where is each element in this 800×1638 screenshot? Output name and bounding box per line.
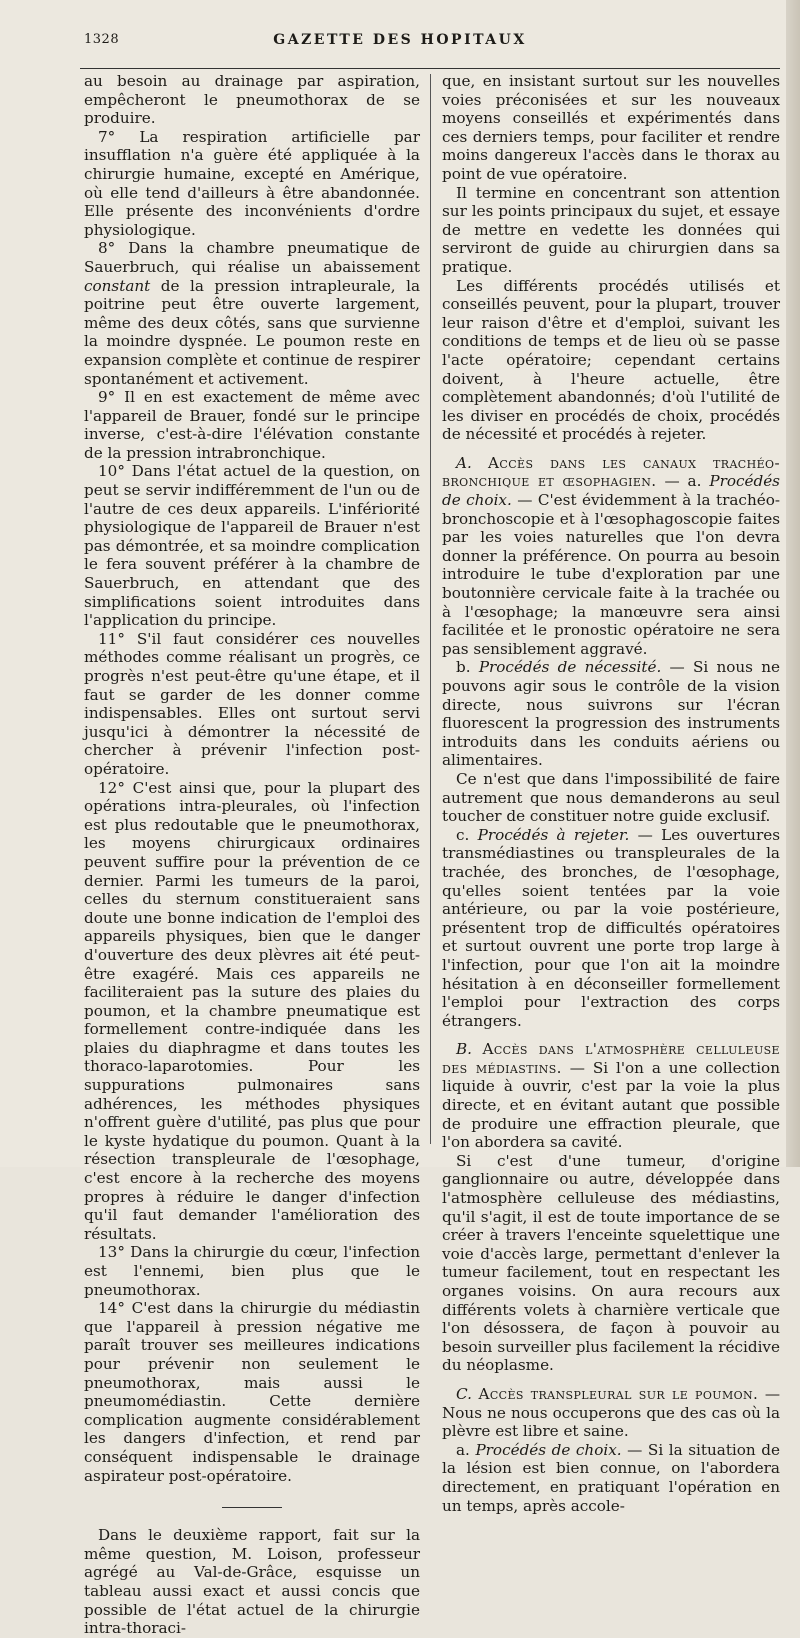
conclusion-9: 9° Il en est exactement de même avec l'appareil de Brauer, fondé sur le principe inverse, c'est-à-dire l'élévation constante de la pression intrabronchique. — [84, 388, 420, 462]
header-rule — [80, 68, 780, 69]
conclusion-11: 11° S'il faut considérer ces nouvelles méthodes comme réalisant un progrès, ce progrès n'est peut-être qu'une étape, et il faut se garder de les donner comme indispensables. Elles ont surtout servi jusqu'ici à démontrer la nécessité de chercher à prévenir l'infection post-opératoire. — [84, 629, 420, 778]
paragraph: Si c'est d'une tumeur, d'origine ganglionnaire ou autre, développée dans l'atmosphère celluleuse des médiastins, qu'il s'agit, il est de toute importance de se créer à travers l'enceinte squelettique une voie d'accès large, permettant d'enlever la tumeur facilement, tout en respectant les organes voisins. On aura recours aux différents volets à charnière verticale que l'on désossera, de façon à pouvoir au besoin surveiller plus facilement la récidive du néoplasme. — [442, 1151, 780, 1375]
paragraph: Dans le deuxième rapport, fait sur la même question, M. Loison, professeur agrégé au Val-de-Grâce, esquisse un tableau aussi exact et aussi concis que possible de l'état actuel de la chirurgie intra-thoraci- — [84, 1526, 420, 1638]
paragraph: que, en insistant surtout sur les nouvelles voies préconisées et sur les nouveaux moyens conseillés et expérimentés dans ces derniers temps, pour faciliter et rendre moins dangereux l'accès dans le thorax au point de vue opératoire. — [442, 72, 780, 183]
page-edge-shadow — [786, 0, 800, 1167]
paragraph: Ce n'est que dans l'impossibilité de faire autrement que nous demanderons au seul toucher de constituer notre guide exclusif. — [442, 769, 780, 826]
paragraph: Les différents procédés utilisés et conseillés peuvent, pour la plupart, trouver leur raison d'être et d'emploi, suivant les conditions de temps et de lieu où se passe l'acte opératoire; cependant certains doivent, à l'heure actuelle, être complètement abandonnés; d'où l'utilité de les diviser en procédés de choix, procédés de nécessité et procédés à rejeter. — [442, 276, 780, 444]
page-number: 1328 — [84, 32, 120, 47]
section-c-a: a. Procédés de choix. — Si la situation de la lésion est bien connue, on l'abordera directement, en pratiquant l'opération en un temps, après accole- — [442, 1440, 780, 1515]
section-separator — [222, 1507, 282, 1508]
column-divider — [430, 74, 431, 1144]
spacer — [442, 1375, 780, 1385]
conclusion-13: 13° Dans la chirurgie du cœur, l'infection est l'ennemi, bien plus que le pneumothorax. — [84, 1243, 420, 1299]
conclusion-8: 8° Dans la chambre pneumatique de Sauerbruch, qui réalise un abaissement constant de la pression intrapleurale, la poitrine peut être ouverte largement, même des deux côtés, sans que survienne la moindre dyspnée. Le poumon reste en expansion complète et continue de respirer spontanément et activement. — [84, 239, 420, 388]
conclusion-12: 12° C'est ainsi que, pour la plupart des opérations intra-pleurales, où l'infection est plus redoutable que le pneumothorax, les moyens chirurgicaux ordinaires peuvent suffire pour la prévention de ce dernier. Parmi les tumeurs de la paroi, celles du sternum constitueraient sans doute une bonne indication de l'emploi des appareils physiques, bien que le danger d'ouverture des deux plèvres ait été peut-être exagéré. Mais ces appareils ne faciliteraient pas la suture des plaies du poumon, et la chambre pneumatique est formellement contre-indiquée dans les plaies du diaphragme et dans toutes les thoraco-laparotomies. Pour les suppurations pulmonaires sans adhérences, les méthodes physiques n'offrent guère d'utilité, pas plus que pour le kyste hydatique du poumon. Quant à la résection transpleurale de l'œsophage, c'est encore à la recherche des moyens propres à réduire le danger d'infection qu'il faut demander l'amélioration des résultats. — [84, 778, 420, 1243]
page-header — [0, 22, 800, 62]
right-column — [442, 72, 780, 1515]
spacer — [442, 444, 780, 454]
section-b-heading: B. Accès dans l'atmosphère celluleuse des médiastins. — Si l'on a une collection liquide à ouvrir, c'est par la voie la plus directe, et en évitant autant que possible de produire une effraction pleurale, que l'on abordera sa cavité. — [442, 1040, 780, 1152]
conclusion-7: 7° La respiration artificielle par insufflation n'a guère été appliquée à la chirurgie humaine, excepté en Amérique, où elle tend d'ailleurs à être abandonnée. Elle présente des inconvénients d'ordre physiologique. — [84, 127, 420, 239]
journal-title: GAZETTE DES HOPITAUX — [273, 32, 527, 48]
spacer — [442, 1030, 780, 1040]
section-a-heading: A. Accès dans les canaux trachéo-bronchique et œsophagien. — a. Procédés de choix. — C'est évidemment à la trachéo-bronchoscopie et à l'œsophagoscopie faites par les voies naturelles que l'on devra donner la préférence. On pourra au besoin introduire le tube d'exploration par une boutonnière cervicale faite à la trachée ou à l'œsophage; la manœuvre sera ainsi facilitée et le pronostic opératoire ne sera pas sensiblement aggravé. — [442, 453, 780, 658]
conclusion-10: 10° Dans l'état actuel de la question, on peut se servir indifféremment de l'un ou de l'autre de ces deux appareils. L'infériorité physiologique de l'appareil de Brauer n'est pas démontrée, et sa moindre complication le fera souvent préférer à la chambre de Sauerbruch, en attendant que des simplifications soient introduites dans l'application du principe. — [84, 462, 420, 630]
section-a-b: b. Procédés de nécessité. — Si nous ne pouvons agir sous le contrôle de la vision directe, nous suivrons sur l'écran fluorescent la progression des instruments introduits dans les conduits aériens ou alimentaires. — [442, 658, 780, 770]
section-c-heading: C. Accès transpleural sur le poumon. — Nous ne nous occuperons que des cas où la plèvre est libre et saine. — [442, 1384, 781, 1441]
conclusion-14: 14° C'est dans la chirurgie du médiastin que l'appareil à pression négative me paraît trouver ses meilleures indications pour prévenir non seulement le pneumothorax, mais aussi le pneumomédiastin. Cette dernière complication augmente considérablement les dangers d'infection, et rend par conséquent indispensable le drainage aspirateur post-opératoire. — [84, 1299, 420, 1485]
section-a-c: c. Procédés à rejeter. — Les ouvertures transmédiastines ou transpleurales de la trachée, des bronches, de l'œsophage, qu'elles soient tentées par la voie antérieure, ou par la voie postérieure, présentent trop de difficultés opératoires et surtout ouvrent une porte trop large à l'infection, pour que l'on ait la moindre hésitation à en déconseiller formellement l'emploi pour l'extraction des corps étrangers. — [442, 825, 780, 1030]
left-column — [84, 72, 420, 1638]
paragraph: au besoin au drainage par aspiration, empêcheront le pneumothorax de se produire. — [84, 72, 420, 128]
paragraph: Il termine en concentrant son attention sur les points principaux du sujet, et essaye de mettre en vedette les données qui serviront de guide au chirurgien dans sa pratique. — [442, 183, 780, 276]
